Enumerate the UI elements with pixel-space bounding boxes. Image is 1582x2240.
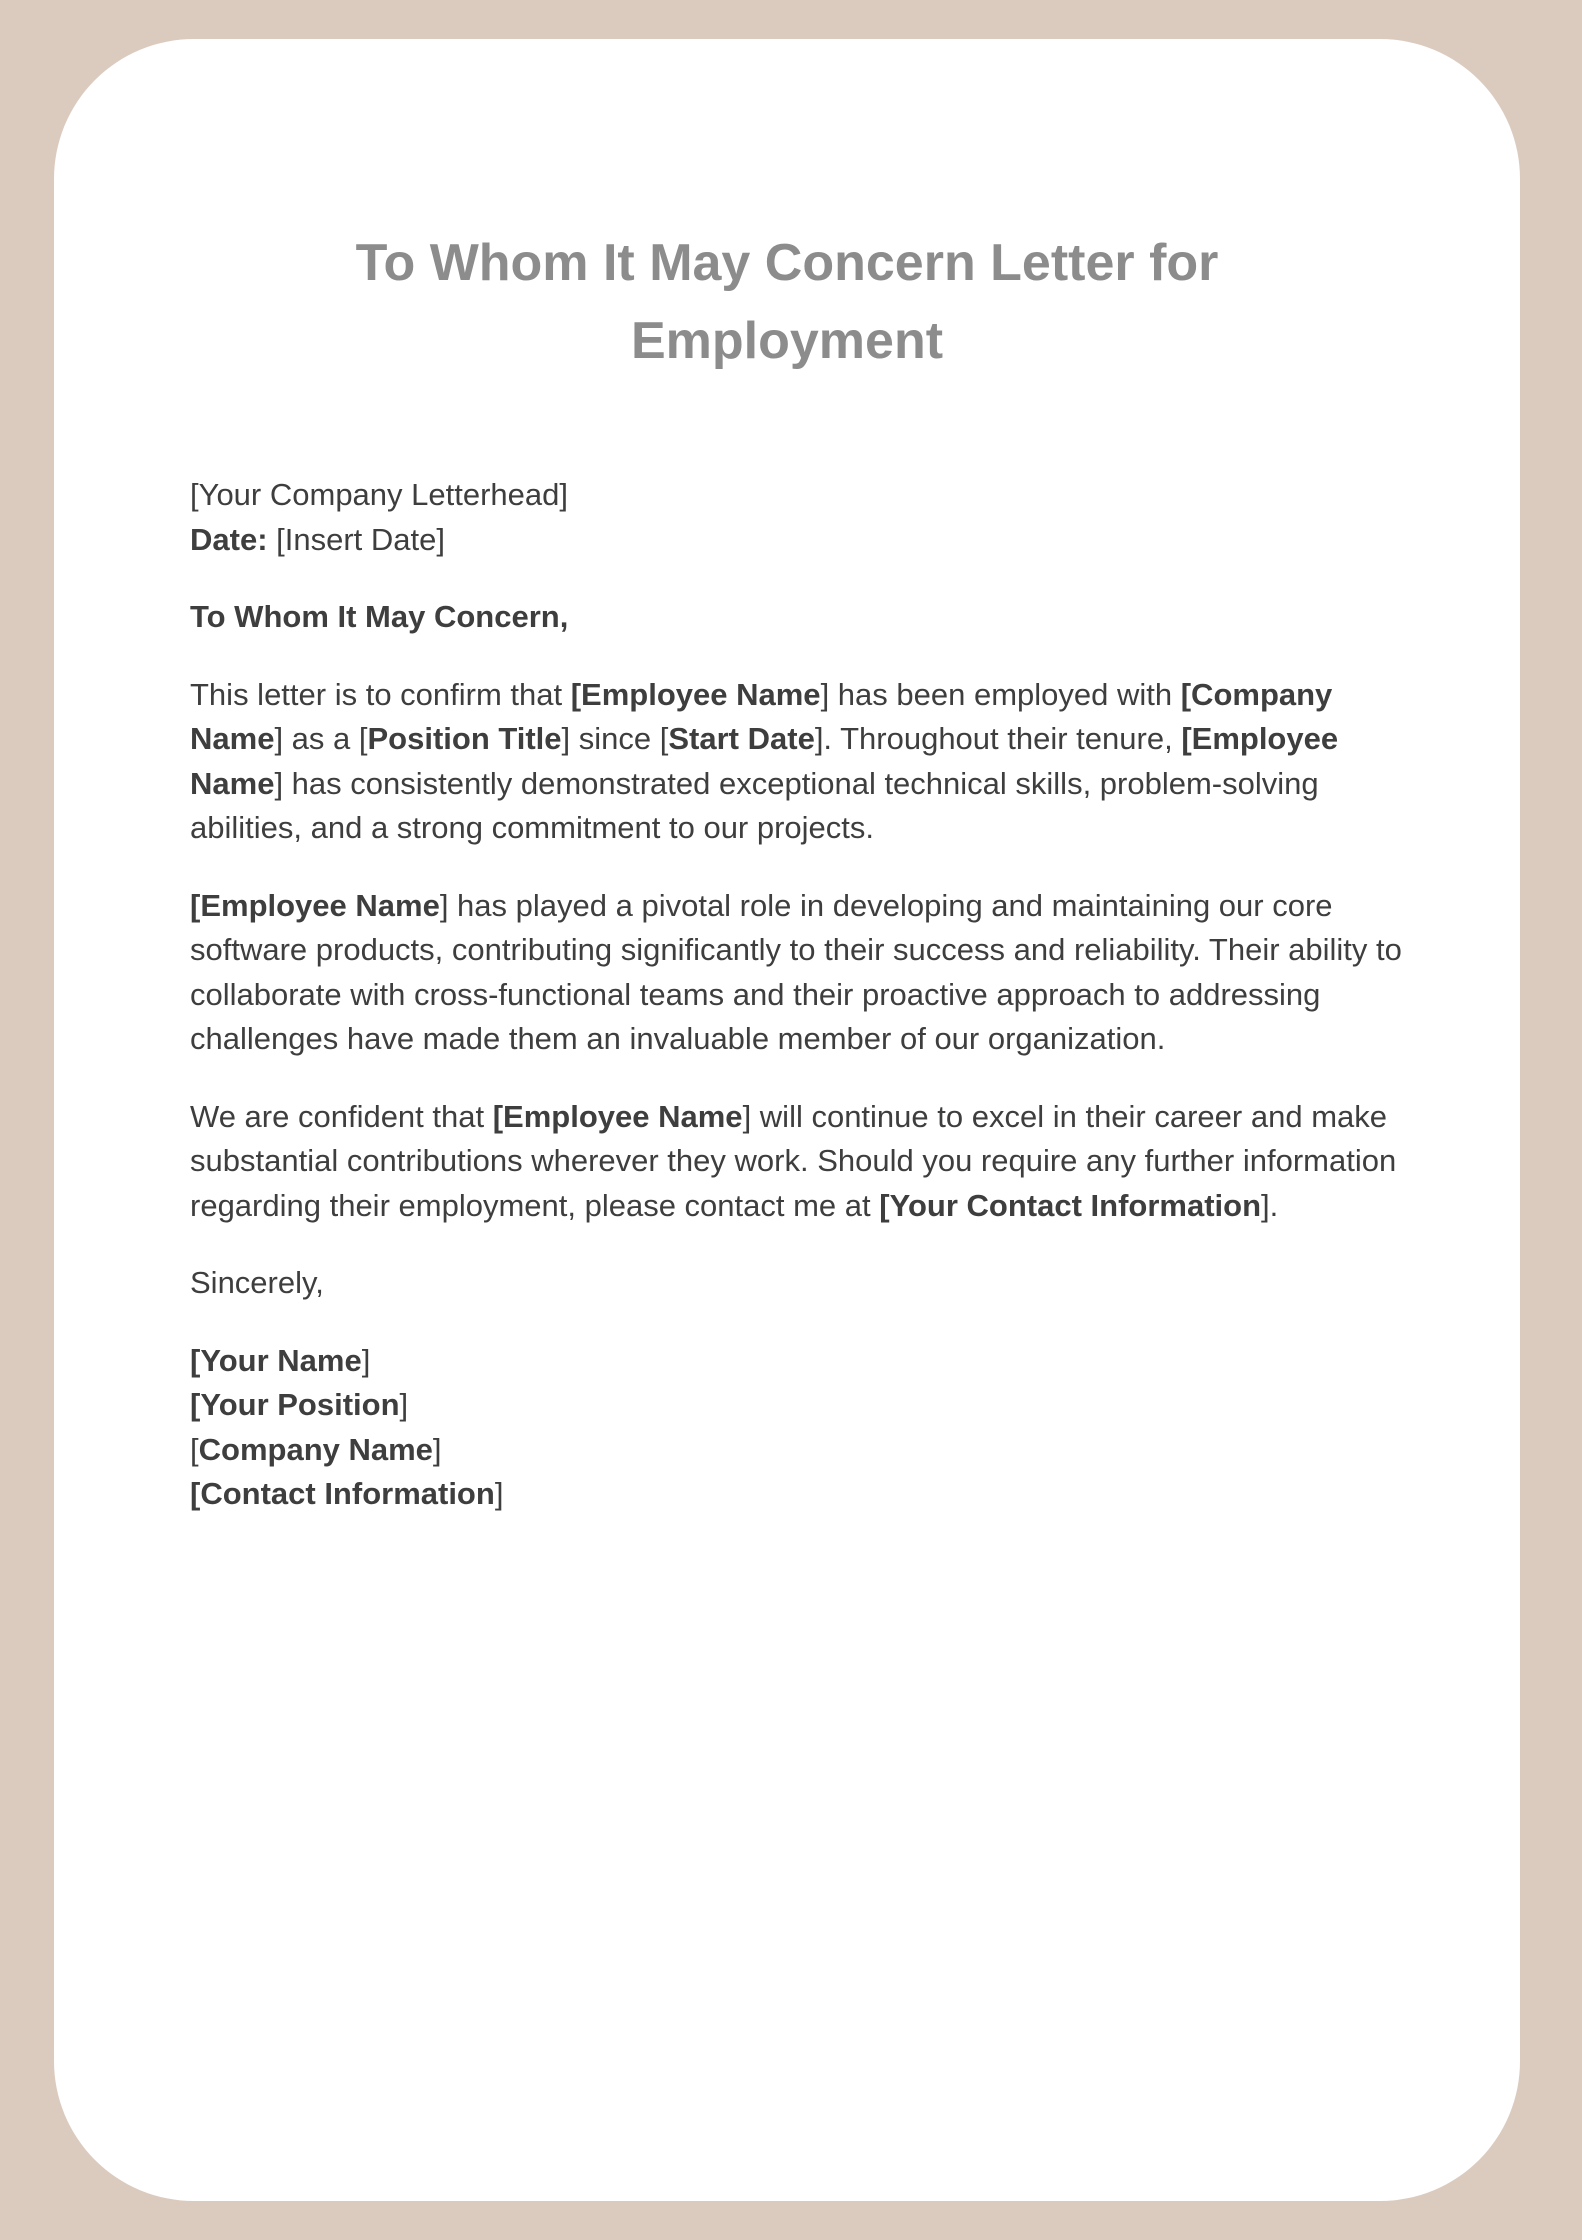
letterhead: [Your Company Letterhead] xyxy=(190,477,568,512)
paragraph-2: [Employee Name] has played a pivotal role in developing and maintaining our core software products, contributing significantly to their success and reliability. Their ability to collaborate with cross-functional teams and their proactive approach to addressing challenges have made them an invaluable member of our organization. xyxy=(190,887,1402,1056)
closing: Sincerely, xyxy=(190,1265,324,1300)
page-title xyxy=(54,224,1520,380)
signature-name: [Your Name] xyxy=(190,1342,371,1378)
title-line-2: Employment xyxy=(630,312,944,370)
title-line-1: To Whom It May Concern Letter for xyxy=(355,234,1219,292)
signature-company: [Company Name] xyxy=(190,1431,442,1467)
paragraph-1: This letter is to confirm that [Employee Name] has been employed with [Company Name] as a [Position Title] since [Start Date]. Throughout their tenure, [Employee Name] has consistently demonstrated exceptional technical skills, problem-solving abilities, and a strong commitment to our projects. xyxy=(190,676,1339,845)
signature-contact: [Contact Information] xyxy=(190,1476,504,1511)
date-value: [Insert Date] xyxy=(267,521,445,557)
date-label: Date: xyxy=(190,521,268,557)
paragraph-3: We are confident that [Employee Name] will continue to excel in their career and make substantial contributions wherever they work. Should you require any further information regarding their employment, please contact me at [Your Contact Information]. xyxy=(190,1098,1397,1223)
salutation: To Whom It May Concern, xyxy=(190,599,569,634)
signature-position: [Your Position] xyxy=(190,1387,409,1422)
letter-card xyxy=(54,39,1520,2201)
date-line xyxy=(190,518,1410,563)
letter-body xyxy=(190,473,1410,1517)
signature-block xyxy=(190,1339,1410,1517)
